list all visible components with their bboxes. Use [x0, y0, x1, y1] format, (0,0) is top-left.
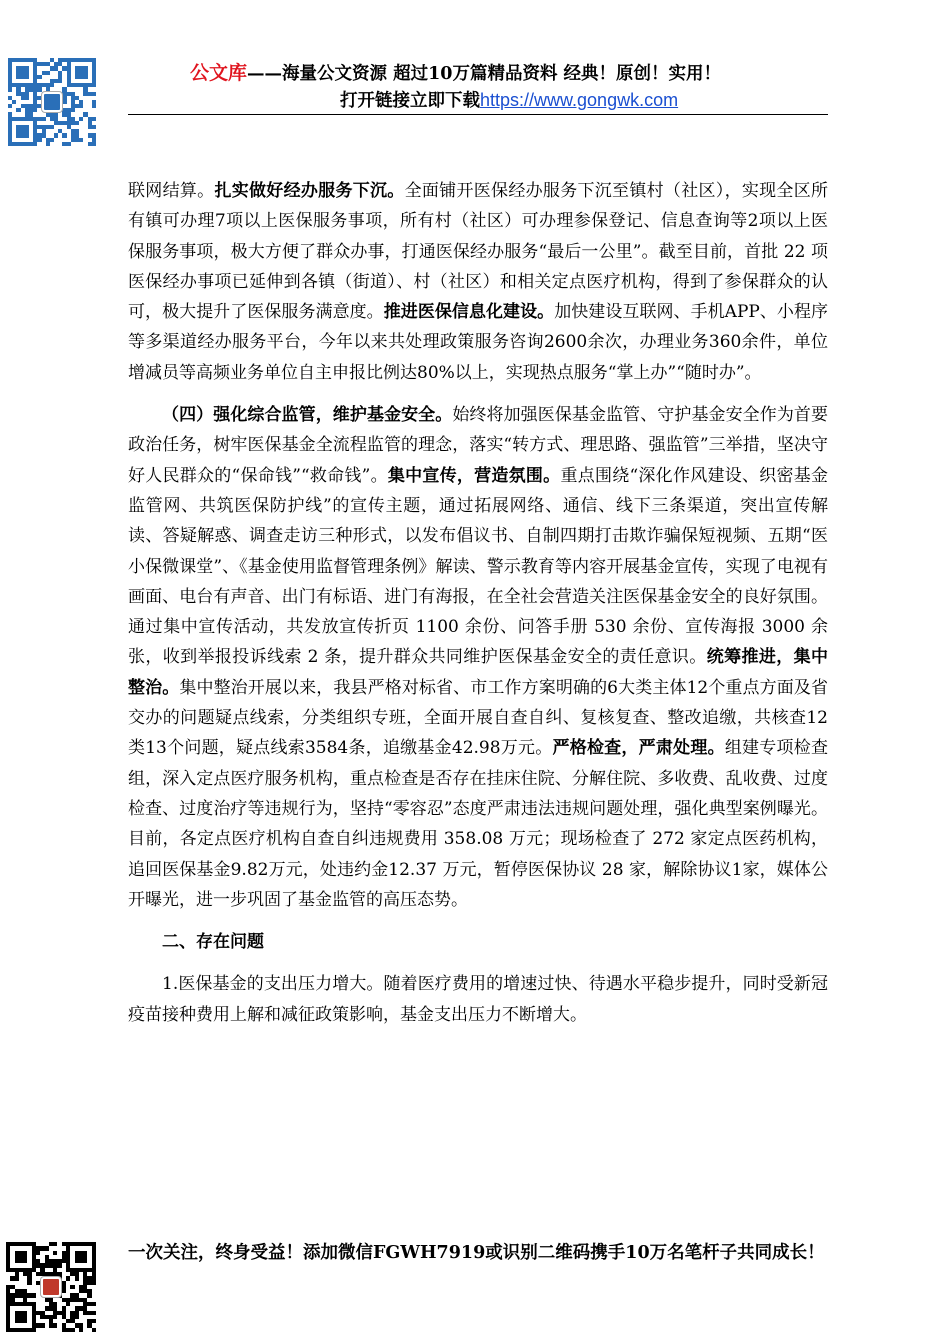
paragraph [128, 969, 828, 1030]
brand-name: 公文库 [190, 62, 248, 84]
bold-heading-text: 严格检查，严肃处理。 [552, 738, 725, 759]
bold-heading-text: 统筹推进，集中整治。 [128, 647, 829, 698]
body-text: 联网结算。 [128, 181, 215, 201]
qr-logo-icon [41, 1277, 61, 1297]
body-text: 集中整治开展以来，我县严格对标省、市工作方案明确的6大类主体12个重点方面及省交办的问题疑点线索，分类组织专班，全面开展自查自纠、复核复查、整改追缴，共核查12类13个问题，疑点线索3584条，追缴基金42.98万元。 [128, 677, 828, 759]
body-text: 始终将加强医保基金监管、守护基金安全作为首要政治任务，树牢医保基金全流程监管的理念，落实“转方式、理思路、强监管”三举措，坚决守好人民群众的“保命钱”“救命钱”。 [128, 405, 829, 486]
bold-heading-text: （四）强化综合监管，维护基金安全。 [162, 405, 453, 426]
body-text: 加快建设互联网、手机APP、小程序等多渠道经办服务平台，今年以来共处理政策服务咨询2600余次，办理业务360余件，单位增减员等高频业务单位自主申报比例达80%以上，实现热点服务“掌上办”“随时办”。 [128, 302, 829, 383]
page-header [190, 60, 830, 114]
body-text: 全面铺开医保经办服务下沉至镇村（社区），实现全区所有镇可办理7项以上医保服务事项，所有村（社区）可办理参保登记、信息查询等2项以上医保服务事项，极大方便了群众办事，打通医保经办服务“最后一公里”。截至目前，首批 22 项医保经办事项已延伸到各镇（街道）、村（社区）和相关定点医疗机构，得到了参保群众的认可，极大提升了医保服务满意度。 [128, 181, 829, 323]
download-prefix: 打开链接立即下载 [340, 91, 480, 111]
download-link[interactable]: https://www.gongwk.com [480, 90, 679, 110]
qr-code-icon [8, 58, 96, 146]
document-body [128, 176, 828, 1030]
body-text: 1.医保基金的支出压力增大。随着医疗费用的增速过快、待遇水平稳步提升，同时受新冠疫苗接种费用上解和减征政策影响，基金支出压力不断增大。 [128, 974, 828, 1025]
bold-heading-text: 推进医保信息化建设。 [383, 302, 555, 323]
bold-heading-text: 扎实做好经办服务下沉。 [214, 181, 405, 201]
header-line-1 [190, 60, 830, 87]
body-text: 组建专项检查组，深入定点医疗服务机构，重点检查是否存在挂床住院、分解住院、多收费、乱收费、过度检查、过度治疗等违规行为，坚持“零容忍”态度严肃违法违规问题处理，强化典型案例曝光。目前，各定点医疗机构自查自纠违规费用 358.08 万元；现场检查了 272 家定点医药机构，追回医保基金9.82万元，处违约金12.37 万元，暂停医保协议 28 家，解除协议1家，媒体公开曝光，进一步巩固了基金监管的高压态势。 [128, 738, 828, 910]
header-tagline: ——海量公文资源 超过10万篇精品资料 经典！原创！实用！ [247, 64, 722, 84]
bold-heading-text: 集中宣传，营造氛围。 [387, 465, 561, 486]
bold-heading-text: 二、存在问题 [162, 932, 264, 953]
header-divider [128, 114, 828, 115]
footer-promo: 一次关注，终身受益！添加微信FGWH7919或识别二维码携手10万名笔杆子共同成长！ [128, 1243, 825, 1263]
paragraph [128, 176, 828, 388]
qr-logo-icon [42, 92, 62, 112]
paragraph [128, 927, 828, 957]
header-line-2 [190, 87, 830, 114]
paragraph [128, 400, 828, 915]
body-text: 重点围绕“深化作风建设、织密基金监管网、共筑医保防护线”的宣传主题，通过拓展网络、通信、线下三条渠道，突出宣传解读、答疑解惑、调查走访三种形式，以发布倡议书、自制四期打击欺诈骗保短视频、五期“医小保微课堂”、《基金使用监督管理条例》解读、警示教育等内容开展基金宣传，实现了电视有画面、电台有声音、出门有标语、进门有海报，在全社会营造关注医保基金安全的良好氛围。通过集中宣传活动，共发放宣传折页 1100 余份、问答手册 530 余份、宣传海报 3000 余张，收到举报投诉线索 2 条，提升群众共同维护医保基金安全的责任意识。 [128, 465, 828, 668]
wechat-qr-code-icon [6, 1242, 96, 1332]
